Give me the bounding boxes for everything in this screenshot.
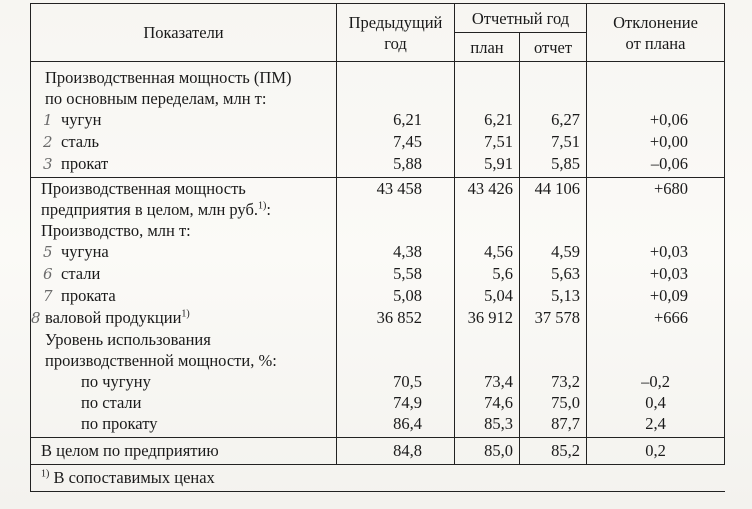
row-label-text: предприятия в целом, млн руб. — [41, 200, 258, 219]
cell-report: 7,51 — [520, 131, 587, 153]
handwritten-mark: 6 — [43, 265, 53, 283]
cell-deviation: –0,06 — [587, 153, 725, 178]
handwritten-mark: 5 — [43, 243, 53, 261]
table-row — [31, 285, 725, 307]
table-row — [31, 392, 725, 413]
cell-deviation: +680 — [587, 178, 725, 200]
row-label: Уровень использования — [31, 329, 337, 350]
table-row — [31, 350, 725, 371]
cell-prev: 70,5 — [337, 371, 455, 392]
header-report: отчет — [520, 33, 587, 62]
cell-report: 5,13 — [520, 285, 587, 307]
row-label-text: стали — [61, 264, 101, 283]
table-row — [31, 62, 725, 89]
cell-deviation: +0,03 — [587, 241, 725, 263]
table-row — [31, 88, 725, 109]
table-row — [31, 131, 725, 153]
table-row — [31, 263, 725, 285]
cell-deviation: +0,09 — [587, 285, 725, 307]
row-label-suffix: : — [266, 200, 271, 219]
cell-plan: 4,56 — [455, 241, 520, 263]
cell-deviation: –0,2 — [587, 371, 725, 392]
cell-plan: 5,91 — [455, 153, 520, 178]
table-row-total — [31, 438, 725, 465]
header-deviation — [587, 4, 725, 62]
footnote — [31, 465, 725, 492]
cell-deviation: +666 — [587, 307, 725, 329]
cell-plan: 6,21 — [455, 109, 520, 131]
row-label — [31, 307, 337, 329]
cell-plan: 36 912 — [455, 307, 520, 329]
header-previous-year-line2: год — [384, 33, 407, 53]
cell-report: 75,0 — [520, 392, 587, 413]
cell-report: 5,63 — [520, 263, 587, 285]
cell-plan: 43 426 — [455, 178, 520, 200]
cell-deviation: +0,06 — [587, 109, 725, 131]
table-row — [31, 178, 725, 200]
footnote-ref: 1) — [257, 200, 267, 212]
cell-prev: 36 852 — [337, 307, 455, 329]
cell-report: 73,2 — [520, 371, 587, 392]
cell-plan: 85,3 — [455, 413, 520, 438]
capacity-table — [30, 3, 725, 492]
table-row — [31, 153, 725, 178]
row-label-text: валовой продукции — [45, 308, 182, 327]
footnote-marker: 1) — [41, 468, 50, 480]
table-row — [31, 199, 725, 220]
cell-plan: 74,6 — [455, 392, 520, 413]
handwritten-mark: 3 — [43, 155, 53, 173]
header-indicators: Показатели — [31, 4, 337, 62]
row-label-text: чугуна — [61, 242, 109, 261]
row-label: В целом по предприятию — [31, 438, 337, 465]
cell-report: 85,2 — [520, 438, 587, 465]
header-deviation-line2: от плана — [625, 33, 686, 53]
cell-prev: 84,8 — [337, 438, 455, 465]
cell-plan: 85,0 — [455, 438, 520, 465]
cell-prev: 5,88 — [337, 153, 455, 178]
row-label: по чугуну — [31, 371, 337, 392]
table-row — [31, 220, 725, 241]
row-label — [31, 241, 337, 263]
header-previous-year-line1: Предыдущий — [348, 12, 443, 32]
footnote-row — [31, 465, 725, 492]
cell-report: 5,85 — [520, 153, 587, 178]
cell-prev: 6,21 — [337, 109, 455, 131]
cell-report: 37 578 — [520, 307, 587, 329]
cell-prev: 7,45 — [337, 131, 455, 153]
cell-plan: 7,51 — [455, 131, 520, 153]
cell-deviation: 0,4 — [587, 392, 725, 413]
row-label: производственной мощности, %: — [31, 350, 337, 371]
table-row — [31, 371, 725, 392]
row-label: по прокату — [31, 413, 337, 438]
cell-prev: 43 458 — [337, 178, 455, 200]
row-label: Производственная мощность (ПМ) — [31, 62, 337, 89]
footnote-text: В сопоставимых ценах — [49, 468, 215, 487]
header-previous-year — [337, 4, 455, 62]
row-label-text: прокат — [61, 154, 109, 173]
handwritten-mark: 1 — [43, 111, 53, 129]
row-label — [31, 285, 337, 307]
cell-plan: 5,04 — [455, 285, 520, 307]
cell-report: 87,7 — [520, 413, 587, 438]
table-row — [31, 109, 725, 131]
table-row — [31, 413, 725, 438]
cell-report: 6,27 — [520, 109, 587, 131]
cell-plan: 73,4 — [455, 371, 520, 392]
cell-prev: 74,9 — [337, 392, 455, 413]
row-label — [31, 263, 337, 285]
table-row — [31, 241, 725, 263]
handwritten-mark: 2 — [43, 133, 53, 151]
row-label — [31, 131, 337, 153]
handwritten-mark: 8 — [31, 309, 41, 327]
row-label — [31, 153, 337, 178]
row-label-text: проката — [61, 286, 116, 305]
cell-deviation: 2,4 — [587, 413, 725, 438]
cell-prev: 86,4 — [337, 413, 455, 438]
row-label-text: сталь — [61, 132, 99, 151]
header-plan: план — [455, 33, 520, 62]
table-row — [31, 329, 725, 350]
cell-plan: 5,6 — [455, 263, 520, 285]
row-label-text: чугун — [61, 110, 102, 129]
row-label: Производственная мощность — [31, 178, 337, 200]
row-label: по основным переделам, млн т: — [31, 88, 337, 109]
row-label: по стали — [31, 392, 337, 413]
table-row — [31, 307, 725, 329]
cell-report: 4,59 — [520, 241, 587, 263]
row-label: Производство, млн т: — [31, 220, 337, 241]
header-report-year: Отчетный год — [455, 4, 587, 33]
footnote-ref: 1) — [181, 308, 190, 320]
cell-deviation: +0,03 — [587, 263, 725, 285]
cell-prev: 5,08 — [337, 285, 455, 307]
cell-report: 44 106 — [520, 178, 587, 200]
handwritten-mark: 7 — [43, 287, 53, 305]
table-header-row — [31, 4, 725, 33]
cell-prev: 5,58 — [337, 263, 455, 285]
cell-deviation: +0,00 — [587, 131, 725, 153]
row-label — [31, 199, 337, 220]
row-label — [31, 109, 337, 131]
cell-deviation: 0,2 — [587, 438, 725, 465]
header-deviation-line1: Отклонение — [613, 12, 698, 32]
cell-prev: 4,38 — [337, 241, 455, 263]
